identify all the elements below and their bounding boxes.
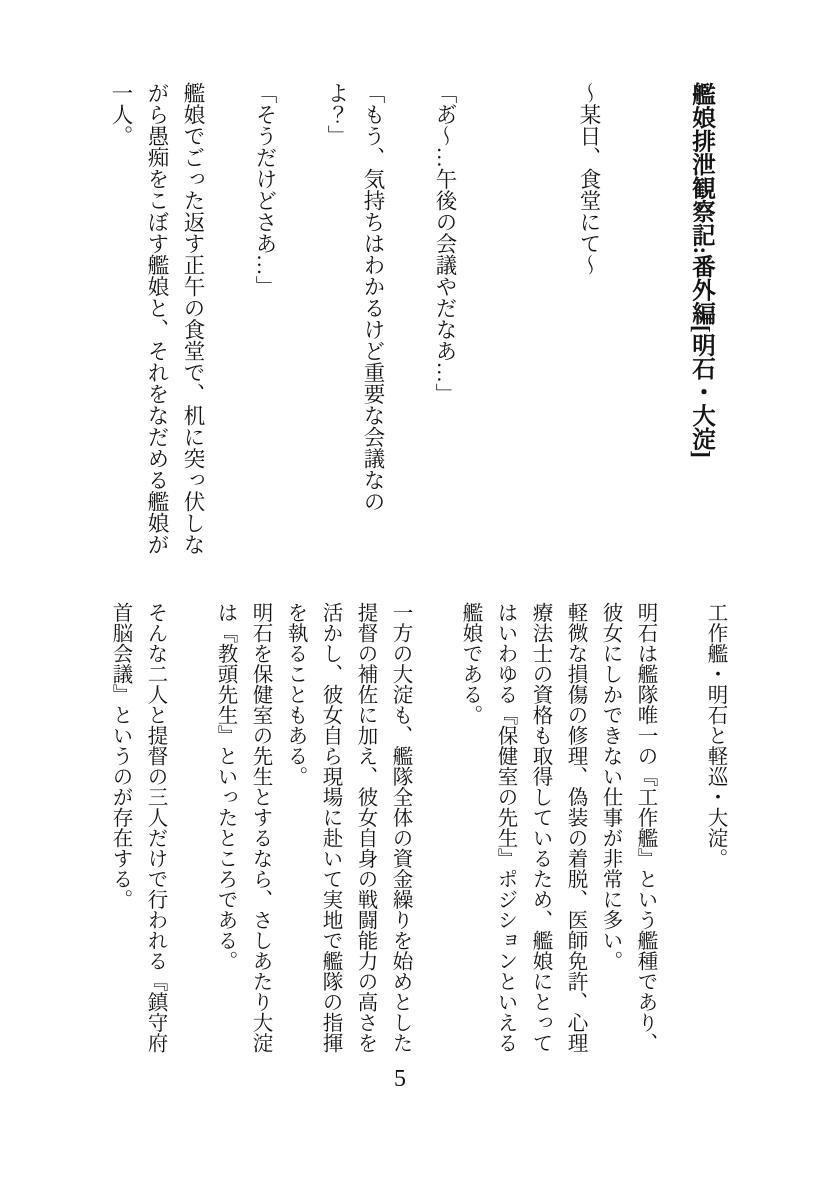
dialogue-line-3: 「そうだけどさあ…」 <box>253 82 277 297</box>
dialogue-line-1: 「あ゙～…午後の会議やだなあ…」 <box>433 82 457 405</box>
narration-line-2: がら愚痴をこぼす艦娘と、それをなだめる艦娘が <box>145 82 169 555</box>
body-line-10: 活かし、彼女自ら現場に赴いて実地で艦隊の指揮 <box>319 602 341 1053</box>
body-line-12: 明石を保健室の先生とするなら、さしあたり大淀 <box>249 602 271 1053</box>
body-text-block <box>102 602 732 1057</box>
page-number: 5 <box>394 1066 406 1092</box>
body-line-13: は『教頭先生』といったところである。 <box>214 602 236 971</box>
body-line-15: 首脳会議』というのが存在する。 <box>109 602 131 910</box>
body-line-4: 軽微な損傷の修理、偽装の着脱、医師免許、心理 <box>564 602 586 1053</box>
page-title: 艦娘排泄観察記:番外編[明石・大淀] <box>688 82 714 458</box>
body-line-9: 提督の補佐に加え、彼女自身の戦闘能力の高さを <box>354 602 376 1053</box>
body-line-14: そんな二人と提督の三人だけで行われる『鎮守府 <box>144 602 166 1053</box>
body-line-3: 彼女にしかできない仕事が非常に多い。 <box>599 602 621 971</box>
top-text-block <box>103 82 719 560</box>
body-line-6: はいわゆる『保健室の先生』ポジションといえる <box>494 602 516 1053</box>
body-line-8: 一方の大淀も、艦隊全体の資金繰りを始めとした <box>389 602 411 1053</box>
scene-heading: ～某日、食堂にて～ <box>577 82 601 276</box>
dialogue-line-2-continued: よ？」 <box>325 82 349 147</box>
body-line-2: 明石は艦隊唯一の『工作艦』という艦種であり、 <box>634 602 656 1053</box>
body-line-7: 艦娘である。 <box>459 602 481 725</box>
body-line-11: を執ることもある。 <box>284 602 306 787</box>
narration-line-3: 一人。 <box>109 82 133 147</box>
dialogue-line-2: 「もう、気持ちはわかるけど重要な会議なの <box>361 82 385 512</box>
narration-line-1: 艦娘でごった返す正午の食堂で、机に突っ伏しな <box>181 82 205 555</box>
body-line-1: 工作艦・明石と軽巡・大淀。 <box>704 602 726 869</box>
body-line-5: 療法士の資格も取得しているため、艦娘にとって <box>529 602 551 1053</box>
